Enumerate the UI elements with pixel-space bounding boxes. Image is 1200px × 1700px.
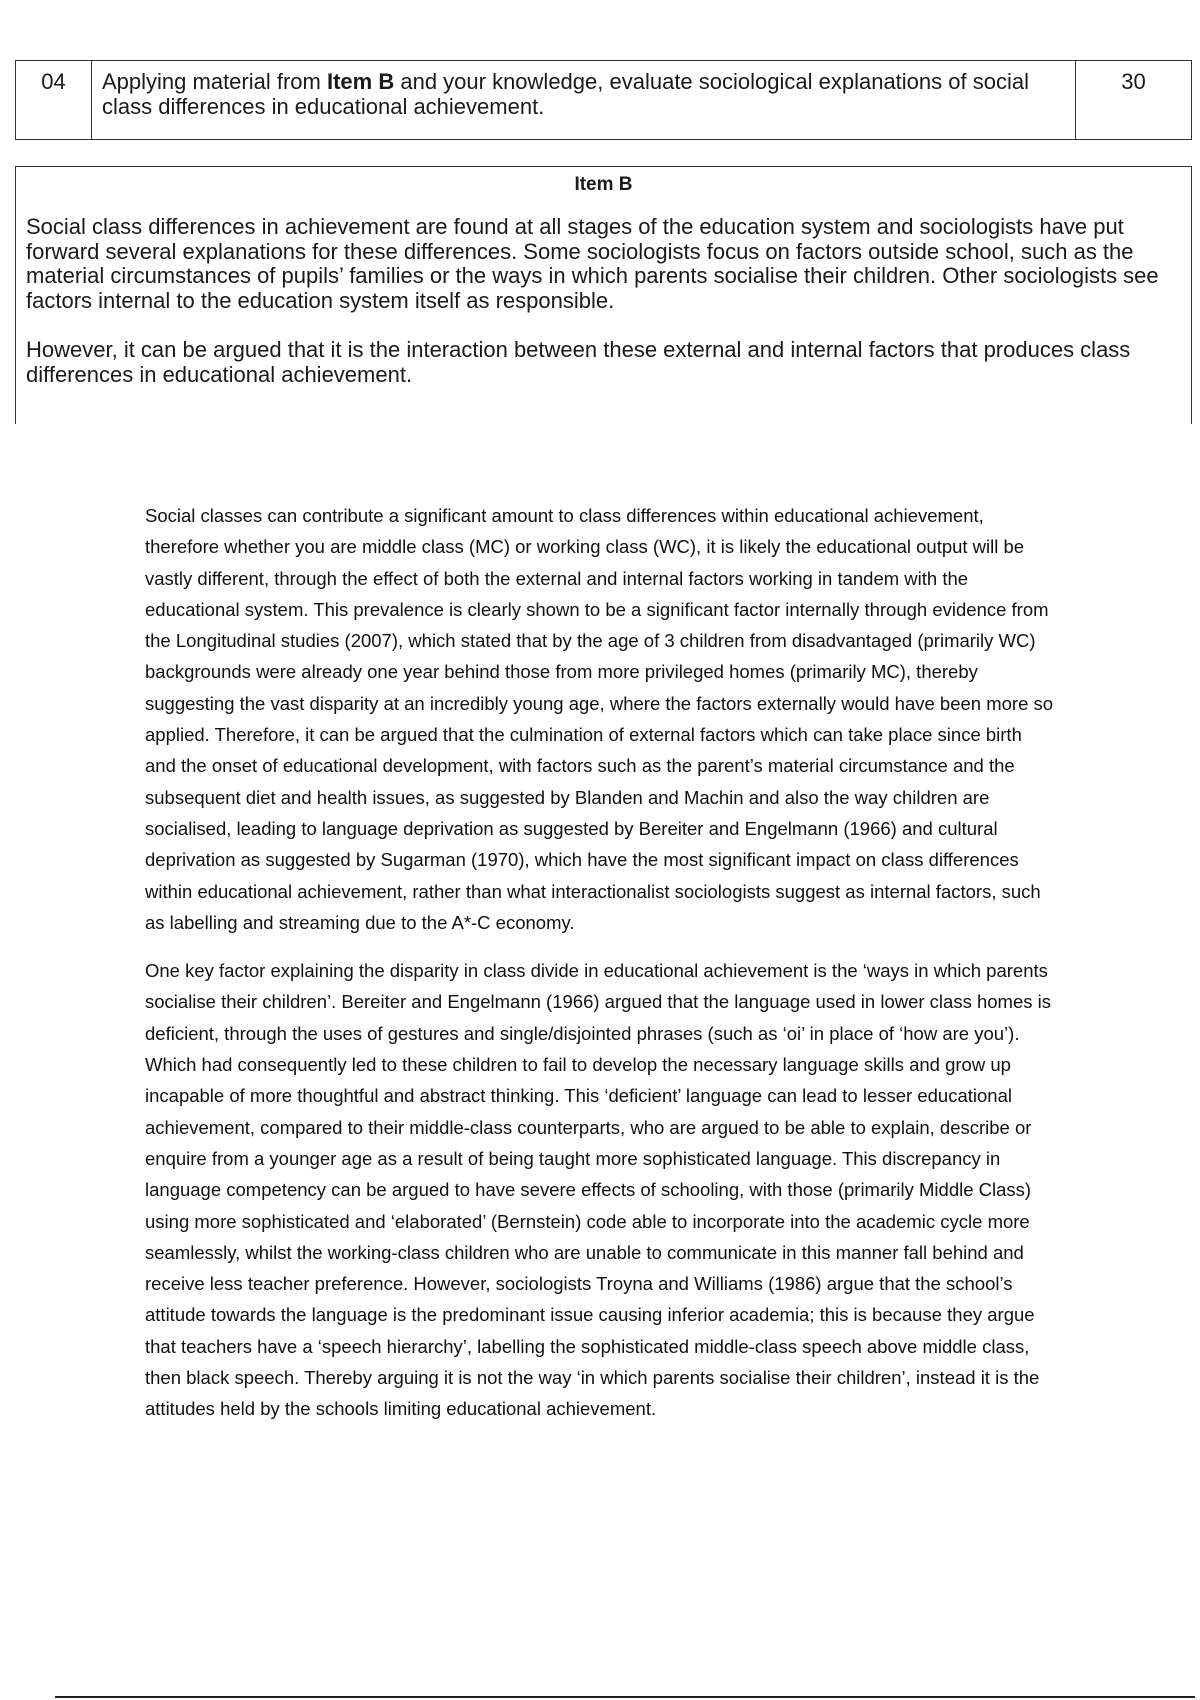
item-b-box bbox=[15, 166, 1192, 424]
question-item-reference: Item B bbox=[326, 69, 395, 94]
footer-divider bbox=[55, 1696, 1195, 1698]
essay-paragraph-2: One key factor explaining the disparity in class divide in educational achievement is the ‘ways in which parents socialise their children’. Bereiter and Engelmann (1966) argued that the language used in lower class homes is deficient, through the uses of gestures and single/disjointed phrases (such as ‘oi’ in place of ‘how are you’). Which had consequently led to these children to fail to develop the necessary language skills and grow up incapable of more thoughtful and abstract thinking. This ‘deficient’ language can lead to lesser educational achievement, compared to their middle-class counterparts, who are argued to be able to explain, describe or enquire from a younger age as a result of being taught more sophisticated language. This discrepancy in language competency can be argued to have severe effects of schooling, with those (primarily Middle Class) using more sophisticated and ‘elaborated’ (Bernstein) code able to incorporate into the academic cycle more seamlessly, whilst the working-class children who are unable to communicate in this manner fall behind and receive less teacher preference. However, sociologists Troyna and Williams (1986) argue that the school’s attitude towards the language is the predominant issue causing inferior academia; this is because they argue that teachers have a ‘speech hierarchy’, labelling the sophisticated middle-class speech above middle class, then black speech. Thereby arguing it is not the way ‘in which parents socialise their children’, instead it is the attitudes held by the schools limiting educational achievement. bbox=[145, 960, 1051, 1420]
question-number: 04 bbox=[16, 61, 92, 139]
question-table bbox=[15, 60, 1192, 140]
question-text-end: and your knowledge, evaluate sociological explanations of social class differences in educational achievement. bbox=[102, 69, 1029, 119]
item-b-title: Item B bbox=[574, 174, 633, 195]
question-text-start: Applying material from bbox=[102, 69, 327, 94]
question-marks: 30 bbox=[1121, 69, 1146, 94]
essay-paragraph-1: Social classes can contribute a significant amount to class differences within educational achievement, therefore whether you are middle class (MC) or working class (WC), it is likely the educational output will be vastly different, through the effect of both the external and internal factors working in tandem with the educational system. This prevalence is clearly shown to be a significant factor internally through evidence from the Longitudinal studies (2007), which stated that by the age of 3 children from disadvantaged (primarily WC) backgrounds were already one year behind those from more privileged homes (primarily MC), thereby suggesting the vast disparity at an incredibly young age, where the factors externally would have been more so applied. Therefore, it can be argued that the culmination of external factors which can take place since birth and the onset of educational development, with factors such as the parent’s material circumstance and the subsequent diet and health issues, as suggested by Blanden and Machin and also the way children are socialised, leading to language deprivation as suggested by Bereiter and Engelmann (1966) and cultural deprivation as suggested by Sugarman (1970), which have the most significant impact on class differences within educational achievement, rather than what interactionalist sociologists suggest as internal factors, such as labelling and streaming due to the A*-C economy. bbox=[145, 505, 1054, 933]
item-b-paragraph-2: However, it can be argued that it is the interaction between these external and internal factors that produces class differences in educational achievement. bbox=[26, 337, 1131, 387]
essay-answer bbox=[145, 500, 1057, 1442]
question-text bbox=[92, 61, 1076, 139]
item-b-paragraph-1: Social class differences in achievement are found at all stages of the education system and sociologists have put forward several explanations for these differences. Some sociologists focus on factors outside school, such as the material circumstances of pupils’ families or the ways in which parents socialise their children. Other sociologists see factors internal to the education system itself as responsible. bbox=[26, 214, 1159, 313]
